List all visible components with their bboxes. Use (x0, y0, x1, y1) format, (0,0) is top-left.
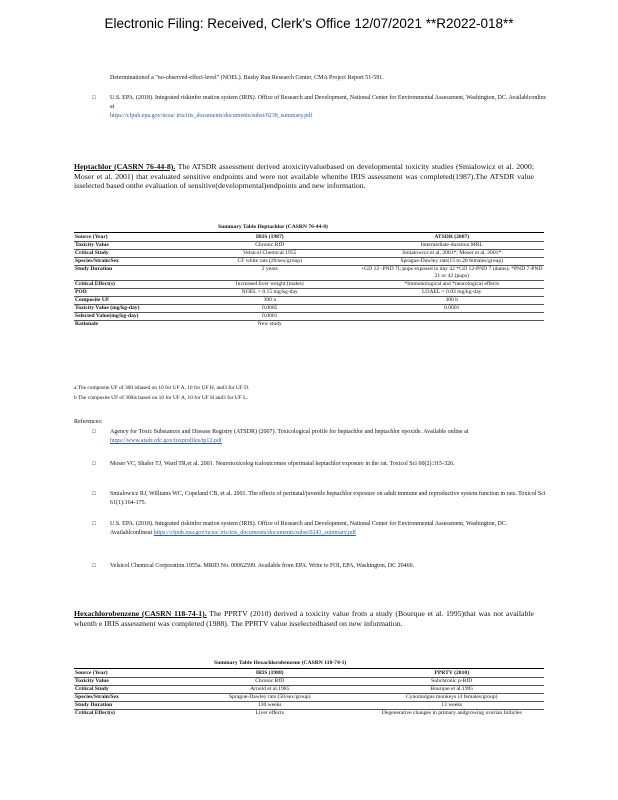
cell-second-source: Intermediate-duration MRL (420, 242, 483, 248)
cell-first-source: IRIS (1988) (255, 670, 284, 676)
reference-text: Velsicol Chemical Corporation.1955a. MRID No. 00062599. Available from EPA. Write to FOI, EPA, Washington, DC 20460. (110, 563, 415, 569)
table-row (74, 313, 544, 321)
reference-text: Agency for Toxic Substances and Disease Registry (ATSDR) (2007). Toxicological profile for heptachlor and heptachlor epoxide. Available online at (110, 429, 469, 435)
reference-item (110, 520, 550, 538)
table-row (74, 702, 544, 710)
cell-first-source: CF white rats (20/sex/group) (237, 258, 302, 264)
row-label: POD (75, 289, 87, 295)
cell-second-source: *Immunological and *neurological effects (404, 281, 500, 287)
cell-second-source: LOAEL = 0.03 mg/kg-day (421, 289, 482, 295)
heptachlor-paragraph (74, 162, 534, 191)
reference-text: U.S. EPA. (2018). Integrated riskinfor mation system (IRIS). Office of Research and Development, National Center for Environmental Assessment, Washington, DC. Availablconlinc at (110, 95, 547, 110)
row-label: Toxicity Value (75, 678, 109, 684)
row-label: Species/Strain/Sex (75, 694, 119, 700)
cell-second-source: Degenerative changes in primary andgrowing ovarian follicles (381, 710, 522, 716)
row-label: Source (Year) (75, 234, 108, 240)
cell-first-source: Sprague-Dawley rats (50/sex/group) (229, 694, 311, 700)
row-label: Species/Strain/Sex (75, 258, 119, 264)
heptachlor-heading: Heptachlor (CASRN 76-44-8). (74, 162, 176, 171)
cell-second-source: Subchronic p-RfD (431, 678, 473, 684)
cell-first-source: Chronic RfD (255, 242, 285, 248)
table-row (74, 686, 544, 694)
cell-first-source: Arnold et al.1985 (250, 686, 290, 692)
table-row (74, 266, 544, 281)
cell-second-source: ATSDR (2007) (434, 234, 470, 240)
reference-continuation: Determinationof a "no-observed-effect-level" (NOEL). Bushy Run Research Center, CMA Project Report 51-591. (110, 75, 384, 81)
reference-link[interactable]: https://cfpub.epa.gov/ncea/ iris/iris_documents/documents/subst/0238_summary.pdf (110, 113, 313, 119)
table-row (74, 694, 544, 702)
reference-item (110, 562, 550, 571)
cell-second-source (359, 313, 544, 321)
cell-second-source (359, 321, 544, 329)
hcb-table-title: Summary Table Hexachlorobenzene (CASRN 118-74-1) (214, 660, 347, 666)
cell-first-source: New study (257, 321, 282, 327)
row-label: Toxicity Value (75, 242, 109, 248)
table-rule (74, 232, 544, 233)
table-row (74, 305, 544, 313)
reference-text: U.S. EPA. (2018). Integrated riskinfor mation system (IRIS). Office of Research and Development, National Center for Environmental Assessment, Washington, DC. Availablconlineat (110, 521, 508, 536)
cell-first-source: Increased liver weight (males) (235, 281, 304, 287)
cell-second-source: Sprague-Dawley rats(15 to 20 females/group) (400, 258, 503, 264)
cell-second-source: 13 weeks (441, 702, 463, 708)
row-label: Rationale (75, 321, 98, 327)
table-row (74, 242, 544, 250)
table-row (74, 297, 544, 305)
reference-link[interactable]: https://cfpub.epa.gov/ncea/ iris/iris_documents/documents/subst/0243_summary.pdf (153, 530, 356, 536)
table-row (74, 258, 544, 266)
cell-first-source: 300 a (263, 297, 276, 303)
square-bullet-icon: □ (92, 95, 96, 101)
filing-header: Electronic Filing: Received, Clerk's Office 12/07/2021 **R2022-018** (104, 16, 514, 31)
hcb-summary-table (74, 670, 544, 717)
hcb-heading: Hexachlorobenzene (CASRN 118-74-1). (74, 609, 207, 618)
row-label: Critical Study (75, 250, 109, 256)
heptachlor-summary-table (74, 234, 544, 328)
table-row (74, 234, 544, 242)
table-row (74, 281, 544, 289)
row-label: Selected Value(mg/kg-day) (75, 313, 139, 319)
cell-first-source: 130 weeks (257, 702, 282, 708)
row-label: Composite UF (75, 297, 110, 303)
cell-second-source: 0.0001 (444, 305, 460, 311)
reference-text: Smialowicz RJ, Williams WC, Copeland CB, et al. 2001. The effects of perinatal/juvenile heptachlor exposure on adult immune and reproductive system function in rats. Toxicol Sci 61(1):164-175. (110, 491, 546, 506)
cell-second-source: PPRTV (2010) (434, 670, 470, 676)
row-label: Source (Year) (75, 670, 108, 676)
square-bullet-icon: □ (92, 461, 96, 467)
row-label: Critical Effect(s) (75, 281, 115, 287)
table-row (74, 678, 544, 686)
reference-item (110, 94, 550, 121)
square-bullet-icon: □ (92, 491, 96, 497)
cell-first-source: 2 years (261, 266, 278, 272)
cell-second-source: 300 b (445, 297, 459, 303)
cell-first-source: Chronic RfD (255, 678, 285, 684)
cell-second-source: Bourque et al.1995 (430, 686, 474, 692)
table-row (74, 250, 544, 258)
cell-second-source: Smialowicz et al. 2001*; Moser et al. 2001* (402, 250, 502, 256)
square-bullet-icon: □ (92, 521, 96, 527)
hcb-body: The PPRTV (2010) derived a toxicity value from a study (Bourque et al. 1995)that was not available whenth e IRIS assessment was completed (1988). The PPRTV value isselectedbased on new information. (74, 609, 535, 628)
heptachlor-table-title: Summary Table Heptachlor (CASRN 76-44-8) (218, 224, 328, 230)
hcb-paragraph (74, 609, 534, 628)
table-row (74, 321, 544, 329)
reference-link[interactable]: https://www.atsdr.cdc.gov/toxprofiles/tp12.pdf (110, 438, 222, 444)
row-label: Toxicity Value (mg/kg-day) (75, 305, 140, 311)
cell-first-source: Liver effects (255, 710, 284, 716)
footnote-a: a The composite UF of 300 isbased on 10 for UF A, 10 for UF H, and3 for UF D. (74, 385, 250, 391)
reference-item (110, 490, 550, 508)
row-label: Critical Effect(s) (75, 710, 115, 716)
cell-second-source: Cynomolgus monkeys (4 females/group) (405, 694, 498, 700)
reference-item (110, 428, 550, 446)
cell-first-source: IRIS (1987) (255, 234, 284, 240)
references-label: References: (74, 419, 103, 425)
table-row (74, 289, 544, 297)
cell-second-source: +GD 12 -PND 7l; pups exposed to day 42 *GD 12-PND 7 (dams); *PND 7-PND 21 or 42 (pups) (360, 266, 543, 279)
table-rule (74, 668, 544, 669)
cell-first-source: Velsicol Chemical 1955 (243, 250, 297, 256)
reference-text: Moser VC, Shafer TJ, Ward TR,et al. 2001. Neurotoxicolog icaloutcomes ofperinatal heptachlor exposure in the rat. Toxicol Sci 60(2):315-326. (110, 461, 455, 467)
table-row (74, 670, 544, 678)
row-label: Study Duration (75, 266, 113, 272)
row-label: Critical Study (75, 686, 109, 692)
heptachlor-body: The ATSDR assessment derived atoxicityvaluebased on developmental toxicity studies (Smialowicz et al. 2000; Moser et al. 2001) that evaluated sensitive endpoints and were not available whenthe IRIS assessment was completed(1987).The ATSDR value isselected based onthe evaluation of sensitive(developmental)endpoints and new information. (74, 162, 534, 191)
cell-first-source: 0.0005 (262, 305, 278, 311)
footnote-b: b The composite UF of 300is based on 10 for UF A, 10 for UF H and3 for UF L. (74, 395, 248, 401)
reference-item (110, 460, 550, 469)
table-row (74, 710, 544, 718)
square-bullet-icon: □ (92, 429, 96, 435)
cell-first-source: NOEL = 0.15 mg/kg-day (241, 289, 298, 295)
row-label: Study Duration (75, 702, 113, 708)
square-bullet-icon: □ (92, 563, 96, 569)
cell-first-source: 0.0001 (262, 313, 278, 319)
